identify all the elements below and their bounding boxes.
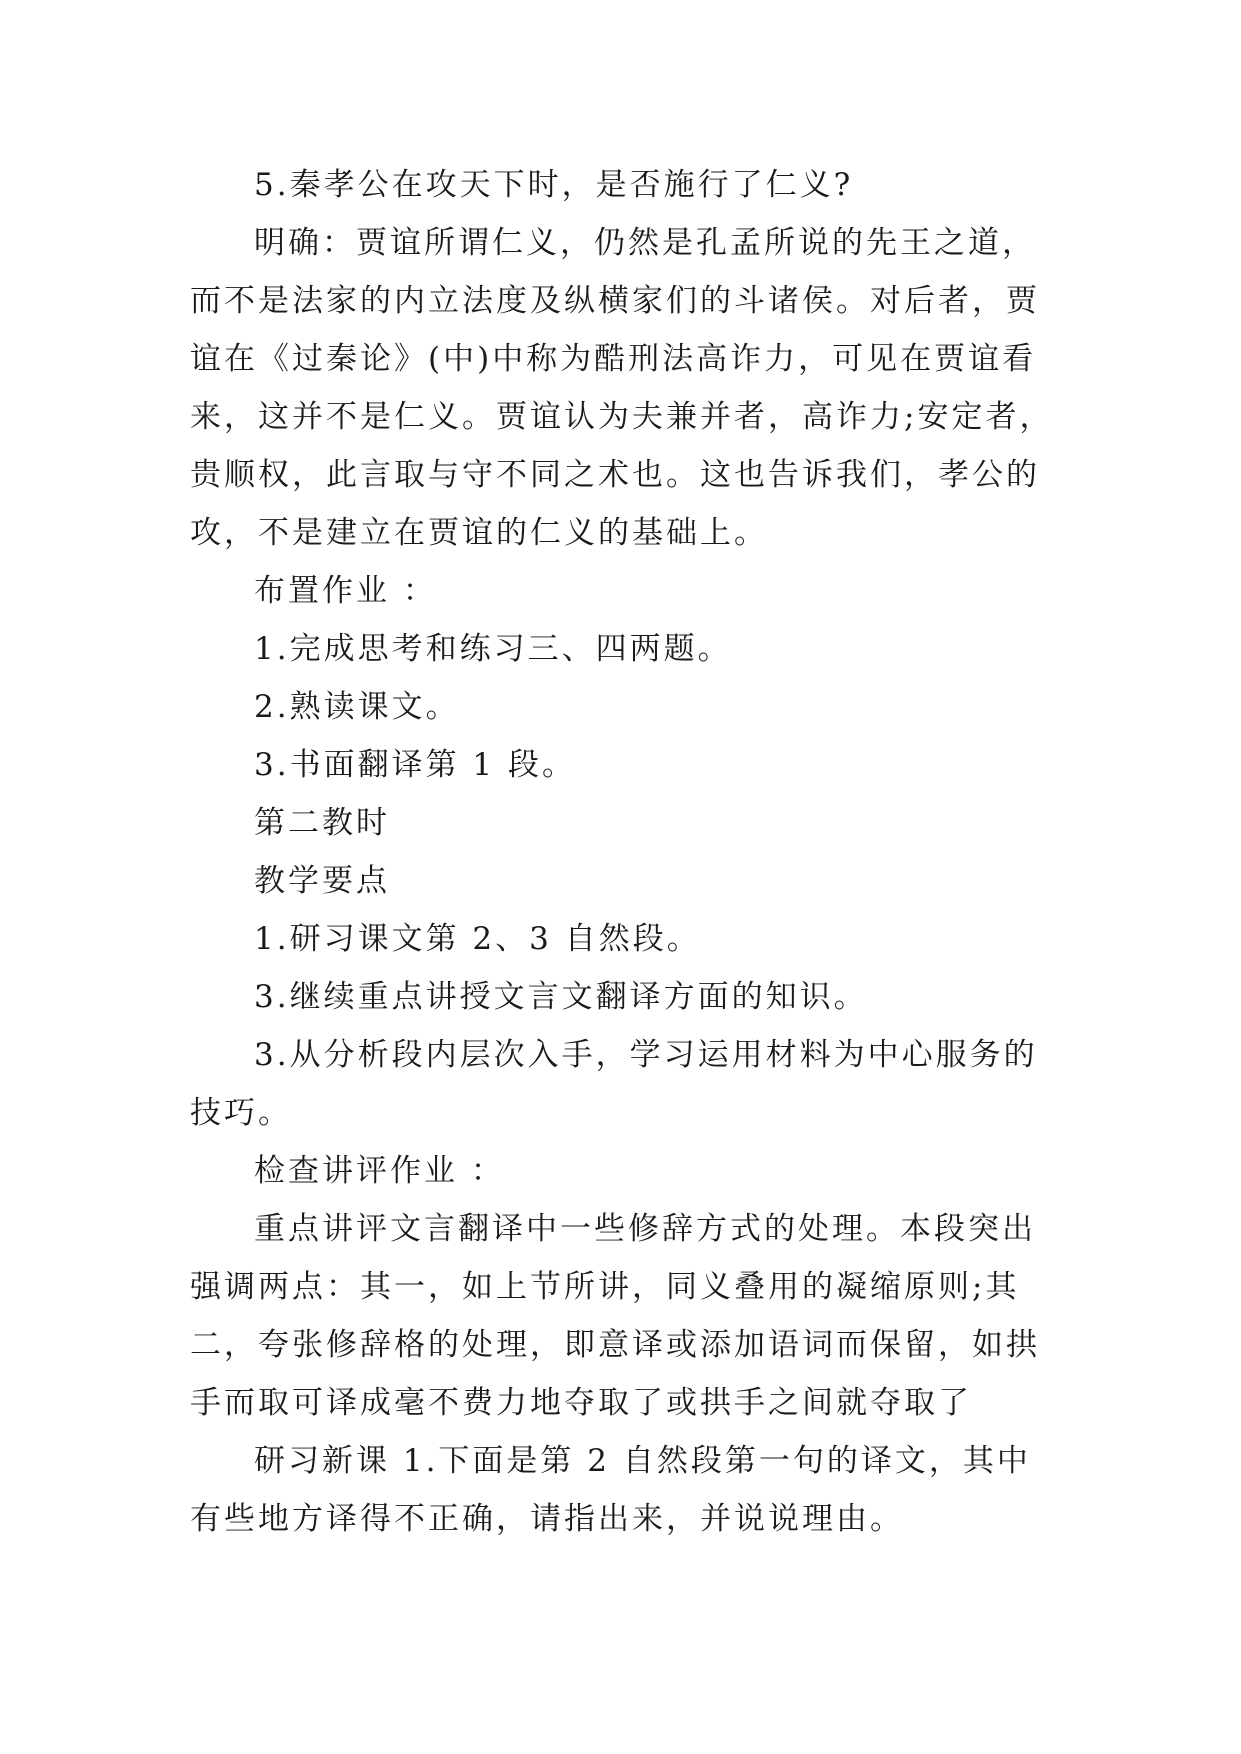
homework-item-3: 3.书面翻译第 1 段。 — [254, 747, 577, 783]
paragraph-new-lesson: 研习新课 1.下面是第 2 自然段第一句的译文，其中有些地方译得不正确，请指出来，并说说理由。 — [190, 1443, 1031, 1537]
heading-homework: 布置作业 ： — [254, 573, 437, 609]
heading-review-homework: 检查讲评作业 ： — [254, 1153, 505, 1189]
heading-teaching-points: 教学要点 — [254, 863, 390, 899]
document-body — [190, 156, 1054, 1548]
teaching-point-2: 3.继续重点讲授文言文翻译方面的知识。 — [254, 979, 868, 1015]
homework-item-2: 2.熟读课文。 — [254, 689, 460, 725]
teaching-point-3: 3.从分析段内层次入手，学习运用材料为中心服务的技巧。 — [190, 1037, 1038, 1131]
paragraph-question-5: 5.秦孝公在攻天下时，是否施行了仁义? — [254, 167, 854, 203]
heading-second-lesson: 第二教时 — [254, 805, 390, 841]
paragraph-answer: 明确：贾谊所谓仁义，仍然是孔孟所说的先王之道，而不是法家的内立法度及纵横家们的斗诸侯。对后者，贾谊在《过秦论》(中)中称为酷刑法高诈力，可见在贾谊看来，这并不是仁义。贾谊认为夫兼并者，高诈力;安定者，贵顺权，此言取与守不同之术也。这也告诉我们，孝公的攻，不是建立在贾谊的仁义的基础上。 — [190, 225, 1054, 551]
homework-item-1: 1.完成思考和练习三、四两题。 — [254, 631, 732, 667]
teaching-point-1: 1.研习课文第 2、3 自然段。 — [254, 921, 701, 957]
paragraph-review: 重点讲评文言翻译中一些修辞方式的处理。本段突出强调两点：其一，如上节所讲，同义叠用的凝缩原则;其二，夸张修辞格的处理，即意译或添加语词而保留，如拱手而取可译成毫不费力地夺取了或拱手之间就夺取了 — [190, 1211, 1040, 1421]
